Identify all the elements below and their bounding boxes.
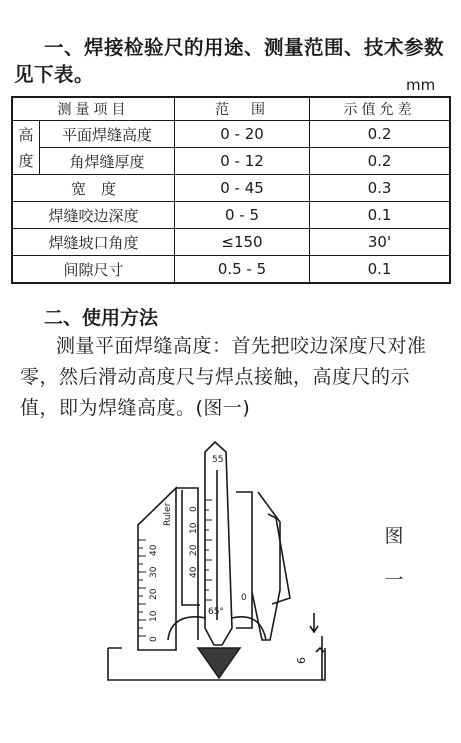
dimension-line [310, 613, 324, 680]
row-tolerance: 30' [310, 229, 451, 256]
side-label: 0 [241, 593, 247, 603]
row-tolerance: 0.1 [310, 256, 451, 284]
center-scale-ticks [205, 500, 212, 600]
scale-label: 10 [149, 610, 159, 622]
top-angle-label: 55 [212, 455, 224, 465]
section2-heading: 二、使用方法 [44, 307, 159, 329]
row-item: 平面焊缝高度 [40, 121, 175, 148]
header-range: 范 围 [175, 97, 310, 121]
left-scale-ticks [138, 540, 146, 636]
row-tolerance: 0.1 [310, 202, 451, 229]
row-range: 0.5 - 5 [175, 256, 310, 284]
row-range: 0 - 5 [175, 202, 310, 229]
height-scale-label: 10 [189, 522, 199, 534]
row-item: 间隙尺寸 [12, 256, 175, 284]
row-tolerance: 0.2 [310, 121, 451, 148]
row-tolerance: 0.2 [310, 148, 451, 175]
brand-mark: Ruler [163, 502, 173, 526]
row-item: 焊缝咬边深度 [12, 202, 175, 229]
row-tolerance: 0.3 [310, 175, 451, 202]
side-arm [252, 492, 280, 640]
scale-label: 30 [149, 566, 159, 578]
row-item: 焊缝坡口角度 [12, 229, 175, 256]
scale-label: 0 [149, 636, 159, 642]
row-range: 0 - 45 [175, 175, 310, 202]
header-tolerance: 示值允差 [310, 97, 451, 121]
row-range: 0 - 20 [175, 121, 310, 148]
usage-paragraph: 测量平面焊缝高度：首先把咬边深度尺对准零，然后滑动高度尺与焊点接触，高度尺的示值，即为焊缝高度。(图一) [20, 335, 427, 419]
weld-fill [198, 648, 240, 678]
scale-label: 40 [149, 544, 159, 556]
row-range: 0 - 12 [175, 148, 310, 175]
dimension-label: 6 [295, 657, 308, 664]
row-item: 角焊缝厚度 [40, 148, 175, 175]
scale-label: 20 [149, 588, 159, 600]
height-scale-label: 20 [189, 544, 199, 556]
group-label-text: 高度 [18, 125, 34, 170]
header-item: 测量项目 [12, 97, 175, 121]
height-scale-label: 40 [189, 566, 199, 578]
unit-label: mm [406, 76, 436, 94]
weld-bead-left [168, 617, 206, 640]
bottom-angle-label: 65° [208, 607, 224, 617]
figure-caption: 图 一 [384, 525, 423, 591]
row-item: 宽 度 [12, 175, 175, 202]
right-arm [236, 492, 252, 628]
row-range: ≤150 [175, 229, 310, 256]
section1-heading: 一、焊接检验尺的用途、测量范围、技术参数见下表。 [14, 36, 445, 86]
height-scale-label: 0 [189, 506, 199, 512]
